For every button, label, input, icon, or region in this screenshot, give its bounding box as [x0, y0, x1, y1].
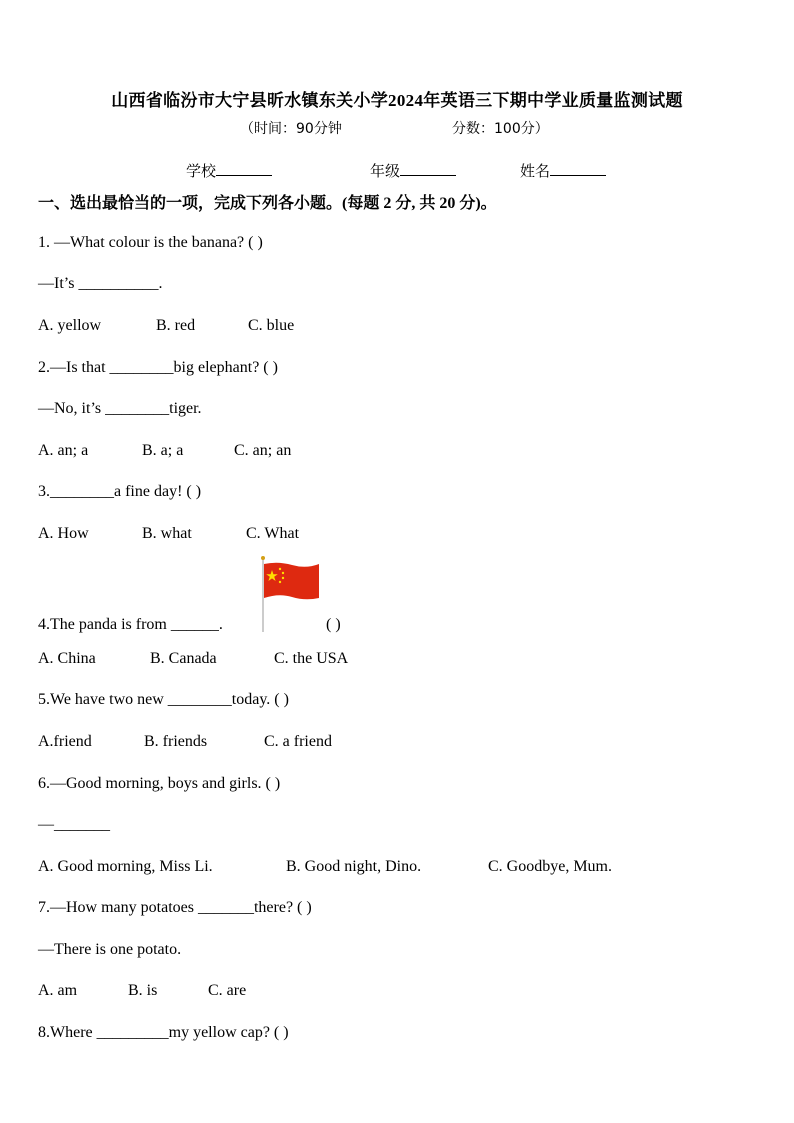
page-title: 山西省临汾市大宁县昕水镇东关小学2024年英语三下期中学业质量监测试题 — [111, 91, 683, 110]
question-5-option-c[interactable]: C. a friend — [264, 733, 332, 750]
question-7-stem: 7.—How many potatoes _______there? ( ) — [38, 899, 312, 916]
question-7-reply: —There is one potato. — [38, 941, 182, 958]
question-7-option-b[interactable]: B. is — [128, 982, 158, 999]
chinese-flag-icon — [258, 556, 322, 632]
question-6-option-b[interactable]: B. Good night, Dino. — [286, 858, 422, 875]
question-1-option-a[interactable]: A. yellow — [38, 317, 102, 334]
question-3-option-a[interactable]: A. How — [38, 525, 89, 542]
exam-time: （时间：90分钟 — [240, 121, 342, 137]
school-field[interactable] — [186, 160, 272, 181]
question-3-stem: 3.________a fine day! ( ) — [38, 483, 202, 500]
school-label: 学校 — [186, 162, 217, 180]
question-2-reply: —No, it’s ________tiger. — [38, 400, 202, 417]
question-2-option-a[interactable]: A. an; a — [38, 442, 89, 459]
question-7-option-c[interactable]: C. are — [208, 982, 247, 999]
school-blank[interactable] — [216, 161, 272, 176]
question-3-option-b[interactable]: B. what — [142, 525, 192, 542]
section-heading: 一、选出最恰当的一项，完成下列各小题。(每题 2 分, 共 20 分)。 — [38, 195, 497, 212]
grade-label: 年级 — [370, 162, 401, 180]
question-5-stem: 5.We have two new ________today. ( ) — [38, 691, 289, 708]
name-label: 姓名 — [520, 162, 551, 180]
question-8-stem: 8.Where _________my yellow cap? ( ) — [38, 1024, 289, 1041]
question-2-stem: 2.—Is that ________big elephant? ( ) — [38, 359, 278, 376]
question-2-option-c[interactable]: C. an; an — [234, 442, 292, 459]
exam-score: 分数：100分） — [452, 121, 549, 137]
question-6-reply: —_______ — [38, 816, 110, 833]
name-blank[interactable] — [550, 161, 606, 176]
question-1-option-c[interactable]: C. blue — [248, 317, 295, 334]
question-6-option-c[interactable]: C. Goodbye, Mum. — [488, 858, 612, 875]
question-4-answer-paren: ( ) — [326, 616, 341, 633]
question-2-option-b[interactable]: B. a; a — [142, 442, 184, 459]
question-5-option-b[interactable]: B. friends — [144, 733, 208, 750]
name-field[interactable] — [520, 160, 606, 181]
question-1-stem: 1. —What colour is the banana? ( ) — [38, 234, 263, 251]
question-3-option-c[interactable]: C. What — [246, 525, 300, 542]
question-4-stem: 4.The panda is from ______. — [38, 616, 223, 633]
question-5-option-a[interactable]: A.friend — [38, 733, 92, 750]
question-7-option-a[interactable]: A. am — [38, 982, 78, 999]
grade-field[interactable] — [370, 160, 456, 181]
question-6-option-a[interactable]: A. Good morning, Miss Li. — [38, 858, 213, 875]
question-4-option-c[interactable]: C. the USA — [274, 650, 349, 667]
question-4-option-a[interactable]: A. China — [38, 650, 96, 667]
grade-blank[interactable] — [400, 161, 456, 176]
question-4-option-b[interactable]: B. Canada — [150, 650, 217, 667]
question-6-stem: 6.—Good morning, boys and girls. ( ) — [38, 775, 281, 792]
question-1-reply: —It’s __________. — [38, 275, 163, 292]
question-1-option-b[interactable]: B. red — [156, 317, 196, 334]
